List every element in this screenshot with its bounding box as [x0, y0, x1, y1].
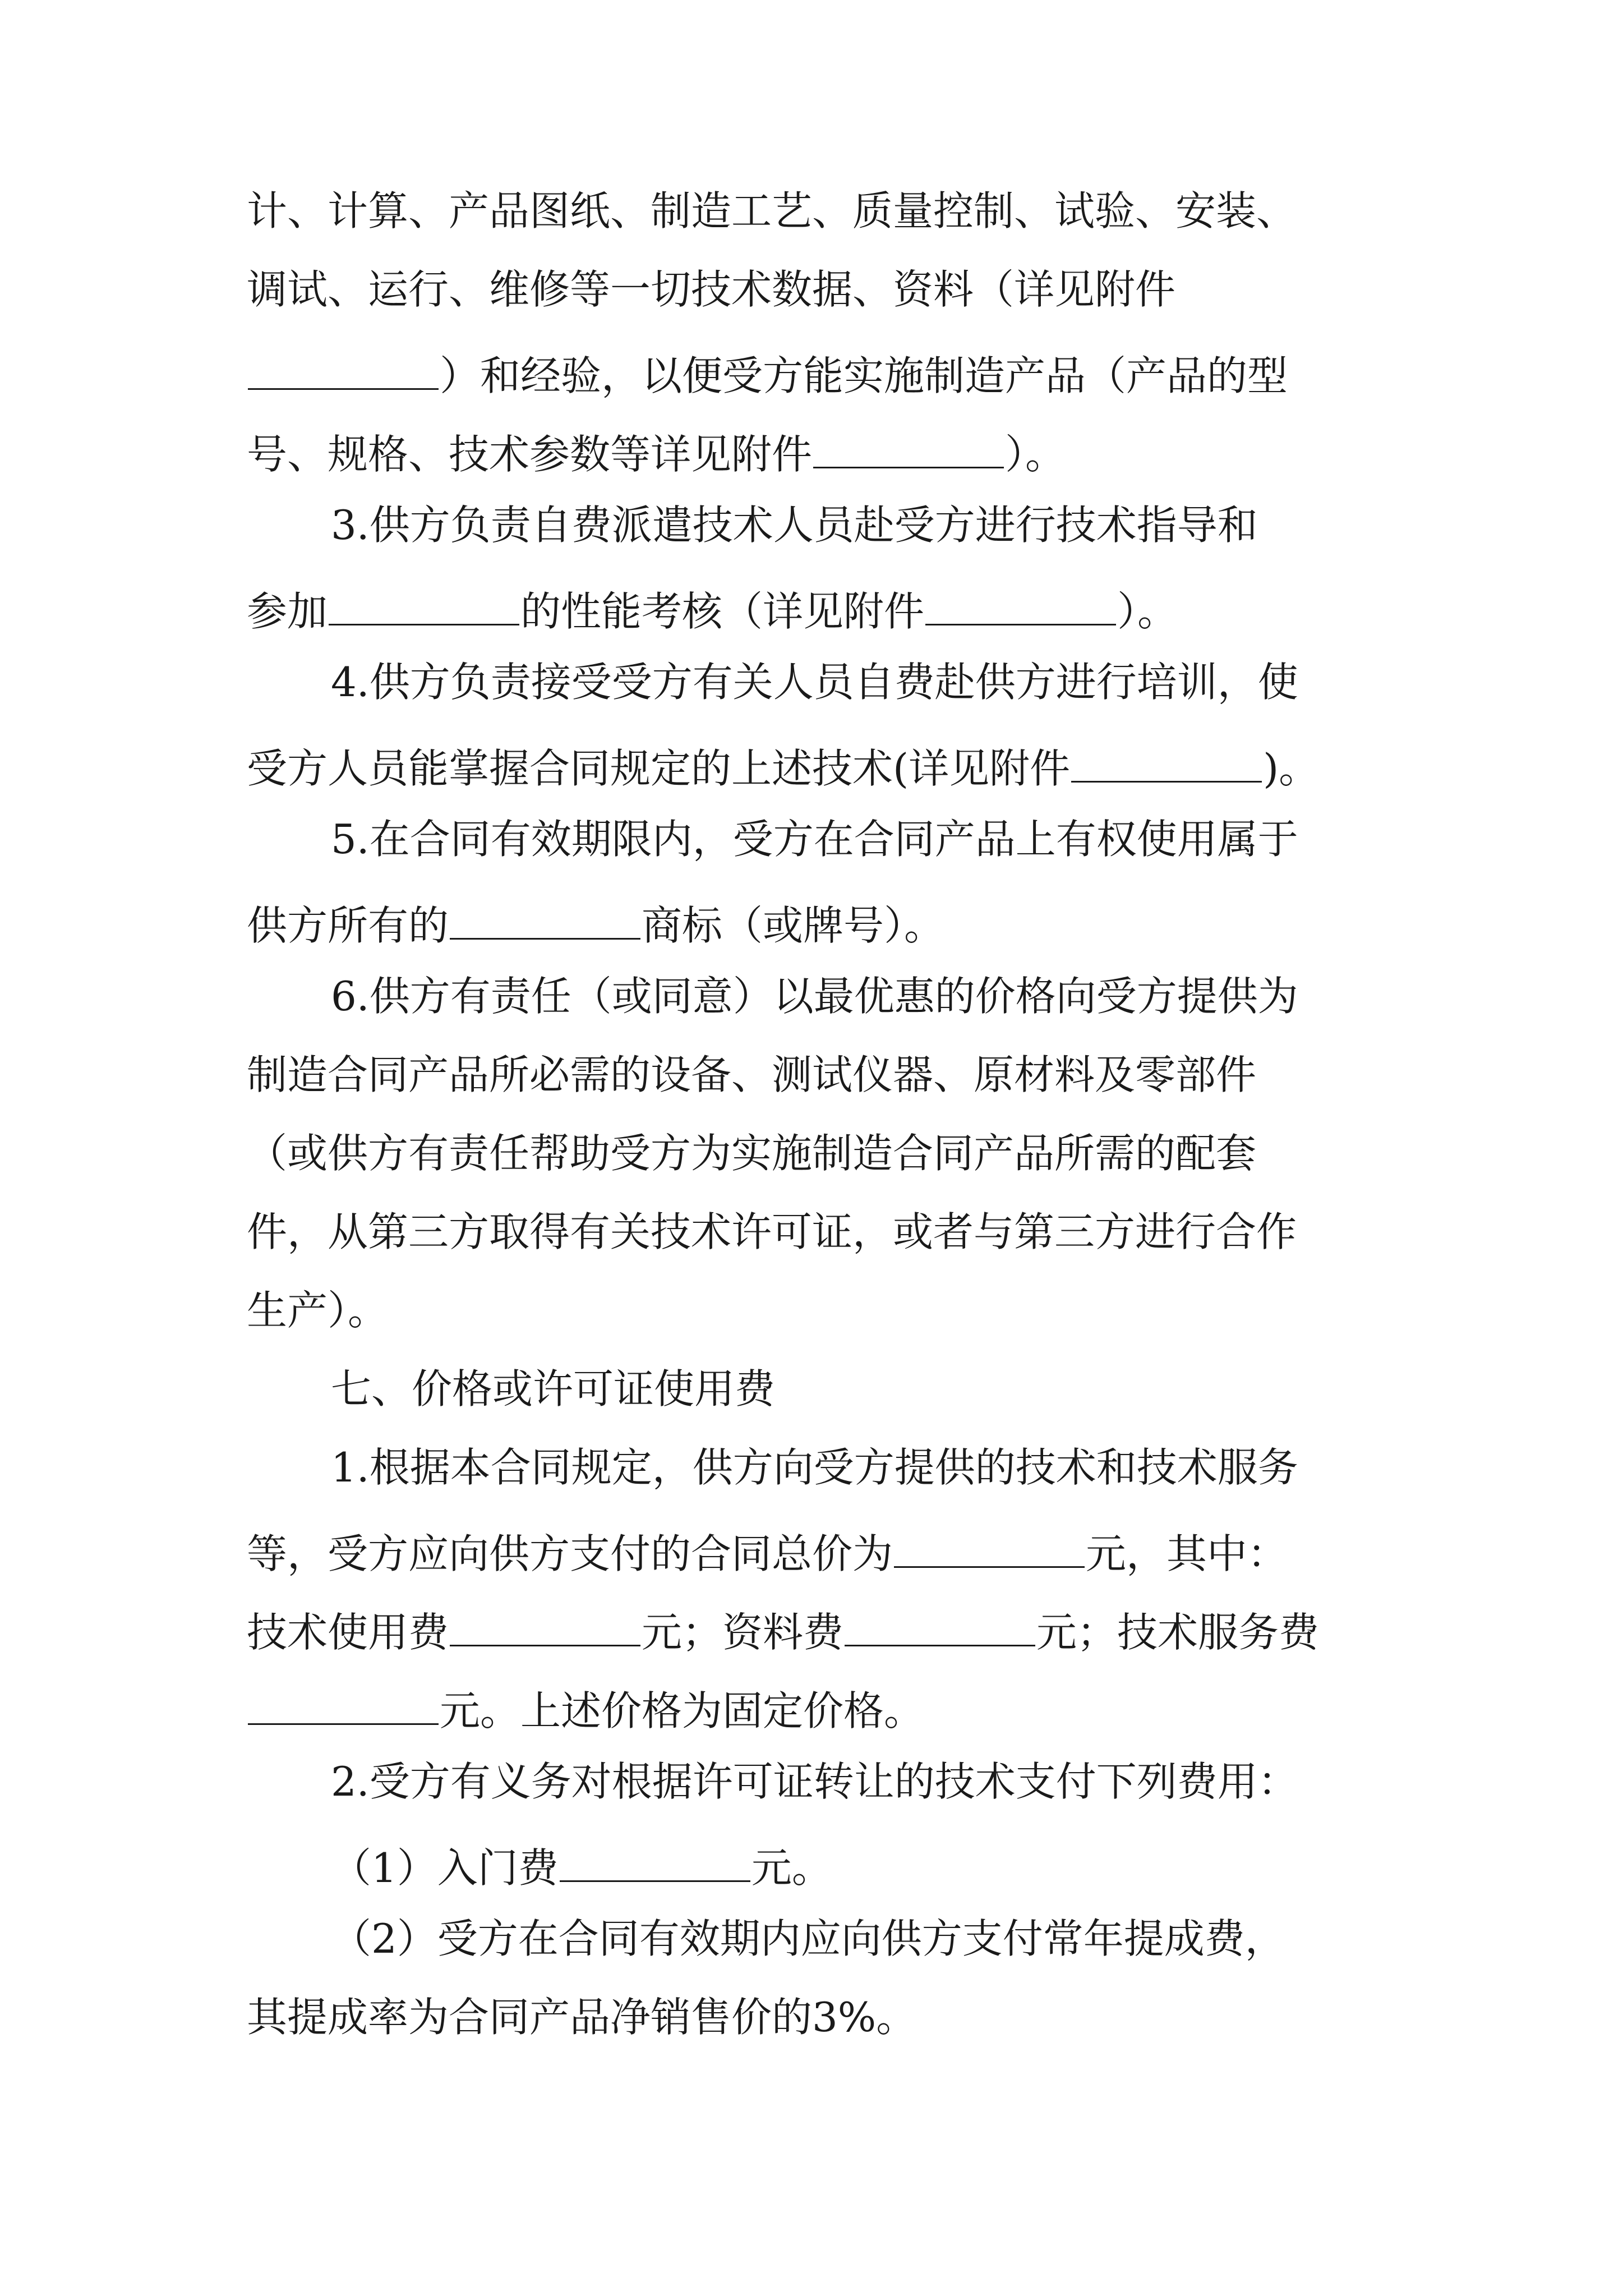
text-segment: 6.供方有责任（或同意）以最优惠的价格向受方提供为 — [331, 973, 1298, 1020]
text-line — [331, 816, 1298, 863]
text-line — [247, 348, 1288, 399]
text-segment: 4.供方负责接受受方有关人员自费赴供方进行培训，使 — [331, 659, 1298, 706]
fill-in-blank[interactable] — [329, 583, 519, 625]
text-segment: 元。上述价格为固定价格。 — [440, 1687, 925, 1734]
text-segment: )。 — [1263, 745, 1320, 792]
text-segment: 计、计算、产品图纸、制造工艺、质量控制、试验、安装、 — [247, 187, 1297, 234]
text-line — [247, 1994, 917, 2041]
text-segment: 技术使用费 — [247, 1609, 449, 1656]
text-segment: （2）受方在合同有效期内应向供方支付常年提成费， — [331, 1915, 1285, 1962]
text-segment: 3.供方负责自费派遣技术人员赴受方进行技术指导和 — [331, 501, 1258, 549]
text-segment: 商标（或牌号）。 — [642, 902, 945, 949]
fill-in-blank[interactable] — [450, 898, 640, 940]
text-segment: 受方人员能掌握合同规定的上述技术(详见附件 — [247, 745, 1071, 792]
text-line — [331, 1444, 1298, 1491]
fill-in-blank[interactable] — [925, 583, 1116, 625]
text-segment: 生产）。 — [247, 1287, 389, 1334]
text-line — [247, 266, 1176, 313]
text-line — [247, 1683, 925, 1734]
text-line — [247, 740, 1320, 792]
text-segment: 元；技术服务费 — [1036, 1609, 1320, 1656]
text-segment: 号、规格、技术参数等详见附件 — [247, 431, 813, 478]
fill-in-blank[interactable] — [813, 426, 1004, 468]
text-segment: 2.受方有义务对根据许可证转让的技术支付下列费用： — [331, 1758, 1298, 1805]
text-segment: 元；资料费 — [642, 1609, 844, 1656]
text-segment: 供方所有的 — [247, 902, 449, 949]
text-line — [247, 1287, 389, 1334]
text-segment: 制造合同产品所必需的设备、测试仪器、原材料及零部件 — [247, 1051, 1257, 1098]
text-line — [247, 898, 945, 949]
text-line — [247, 583, 1178, 635]
text-line — [331, 501, 1258, 549]
text-line — [247, 1051, 1257, 1098]
text-segment: （1）入门费 — [331, 1844, 559, 1892]
text-segment: ）。 — [1117, 588, 1178, 635]
text-segment: 的性能考核（详见附件 — [520, 588, 925, 635]
fill-in-blank[interactable] — [845, 1604, 1035, 1646]
text-segment: （或供方有责任帮助受方为实施制造合同产品所需的配套 — [247, 1130, 1257, 1177]
text-segment: 件，从第三方取得有关技术许可证，或者与第三方进行合作 — [247, 1208, 1297, 1255]
text-line — [331, 1365, 776, 1412]
text-line — [331, 1840, 832, 1892]
text-segment: 元，其中： — [1086, 1530, 1288, 1577]
text-segment: ）。 — [1005, 431, 1066, 478]
text-line — [247, 187, 1297, 234]
text-line — [247, 1604, 1320, 1656]
text-segment: 1.根据本合同规定，供方向受方提供的技术和技术服务 — [331, 1444, 1298, 1491]
text-segment: 5.在合同有效期限内，受方在合同产品上有权使用属于 — [331, 816, 1298, 863]
fill-in-blank[interactable] — [450, 1604, 640, 1646]
text-line — [247, 426, 1066, 478]
text-line — [247, 1130, 1257, 1177]
fill-in-blank[interactable] — [894, 1526, 1085, 1568]
text-segment: 调试、运行、维修等一切技术数据、资料（详见附件 — [247, 266, 1176, 313]
text-segment: 七、价格或许可证使用费 — [331, 1365, 776, 1412]
fill-in-blank[interactable] — [560, 1840, 750, 1882]
fill-in-blank[interactable] — [1071, 740, 1262, 783]
fill-in-blank[interactable] — [248, 348, 439, 390]
text-segment: ）和经验，以便受方能实施制造产品（产品的型 — [440, 352, 1288, 399]
text-segment: 参加 — [247, 588, 328, 635]
text-segment: 元。 — [751, 1844, 832, 1892]
text-segment: 等，受方应向供方支付的合同总价为 — [247, 1530, 893, 1577]
text-line — [247, 1526, 1288, 1577]
fill-in-blank[interactable] — [248, 1683, 439, 1725]
text-line — [331, 659, 1298, 706]
text-line — [331, 1915, 1285, 1962]
text-segment: 其提成率为合同产品净销售价的3%。 — [247, 1994, 917, 2041]
text-line — [331, 1758, 1298, 1805]
text-line — [247, 1208, 1297, 1255]
text-line — [331, 973, 1298, 1020]
